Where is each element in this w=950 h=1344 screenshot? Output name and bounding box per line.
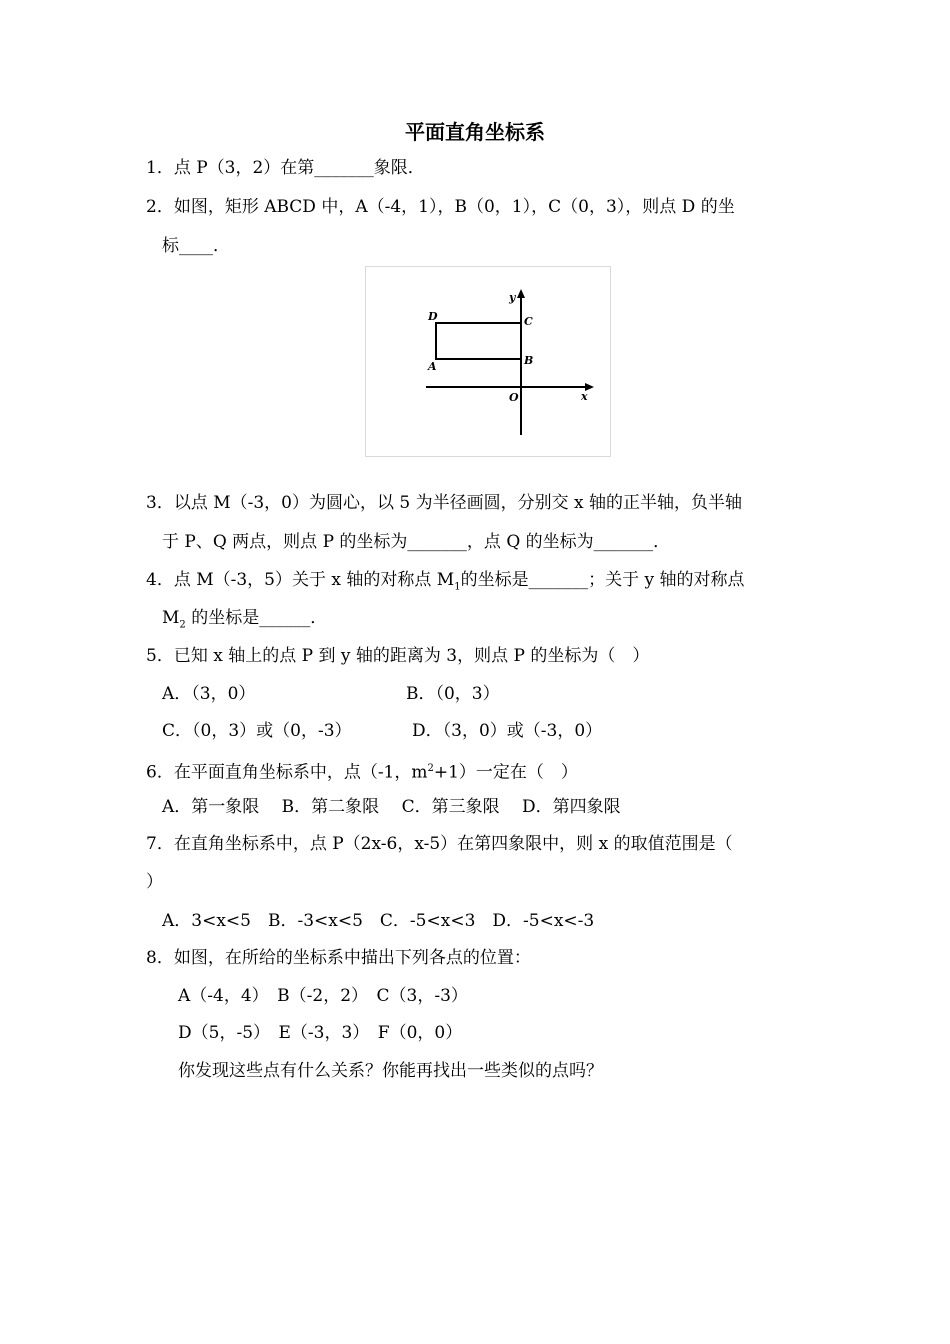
q4-text-b: 的坐标是_______；关于 y 轴的对称点 bbox=[460, 570, 745, 590]
label-y: y bbox=[509, 291, 516, 304]
rectangle-figure bbox=[365, 266, 611, 457]
label-x: x bbox=[581, 390, 588, 403]
label-b: B bbox=[524, 354, 534, 367]
page-title: 平面直角坐标系 bbox=[405, 120, 545, 144]
question-8-points-1: A（-4，4） B（-2，2） C（3，-3） bbox=[178, 986, 468, 1006]
question-5-option-d: D．（3，0）或（-3，0） bbox=[412, 721, 603, 741]
q6-text-b: +1）一定在（ ） bbox=[433, 762, 578, 783]
question-5-option-b: B．（0，3） bbox=[406, 684, 500, 704]
question-6-options: A．第一象限 B．第二象限 C．第三象限 D．第四象限 bbox=[162, 797, 621, 817]
question-5-option-c: C．（0，3）或（0，-3） bbox=[162, 721, 352, 741]
question-1: 1．点 P（3，2）在第_______象限． bbox=[146, 158, 425, 178]
rectangle-abcd bbox=[436, 323, 521, 359]
question-2-line-2: 标____． bbox=[162, 236, 230, 256]
question-8: 8．如图，在所给的坐标系中描出下列各点的位置： bbox=[146, 948, 531, 968]
question-7-options: A．3<x<5 B．-3<x<5 C．-5<x<3 D．-5<x<-3 bbox=[162, 911, 595, 931]
question-8-points-2: D（5，-5） E（-3，3） F（0，0） bbox=[178, 1023, 463, 1043]
question-5-option-a: A．（3，0） bbox=[162, 684, 256, 704]
question-2-line-1: 2．如图，矩形 ABCD 中，A（-4，1），B（0，1），C（0，3），则点 D 的坐 bbox=[146, 197, 735, 217]
q4-text-c: M bbox=[162, 608, 180, 628]
question-7-line-1: 7．在直角坐标系中，点 P（2x-6，x-5）在第四象限中，则 x 的取值范围是（ bbox=[146, 834, 733, 854]
q4-text-a: 4．点 M（-3，5）关于 x 轴的对称点 M bbox=[146, 570, 455, 590]
question-3-line-2: 于 P、Q 两点，则点 P 的坐标为_______，点 Q 的坐标为_______． bbox=[162, 532, 671, 552]
q6-text-a: 6．在平面直角坐标系中，点（-1，m bbox=[146, 762, 428, 783]
label-d: D bbox=[428, 310, 438, 323]
label-c: C bbox=[524, 315, 533, 328]
question-6 bbox=[146, 758, 578, 784]
question-3-line-1: 3．以点 M（-3，0）为圆心，以 5 为半径画圆，分别交 x 轴的正半轴，负半轴 bbox=[146, 493, 743, 513]
question-5: 5．已知 x 轴上的点 P 到 y 轴的距离为 3，则点 P 的坐标为（ ） bbox=[146, 646, 650, 666]
q4-subscript-1: 1 bbox=[454, 581, 461, 593]
y-axis-arrow-icon bbox=[517, 289, 525, 298]
q4-text-d: 的坐标是______． bbox=[185, 608, 328, 628]
question-4-line-2 bbox=[162, 607, 327, 636]
label-o: O bbox=[509, 391, 519, 404]
coordinate-diagram bbox=[366, 267, 610, 456]
question-8-prompt: 你发现这些点有什么关系？你能再找出一些类似的点吗？ bbox=[178, 1061, 603, 1081]
question-4-line-1 bbox=[146, 569, 745, 598]
q4-subscript-2: 2 bbox=[179, 619, 186, 631]
label-a: A bbox=[428, 360, 437, 373]
q6-superscript: 2 bbox=[427, 763, 434, 774]
question-7-line-2: ） bbox=[146, 872, 163, 892]
